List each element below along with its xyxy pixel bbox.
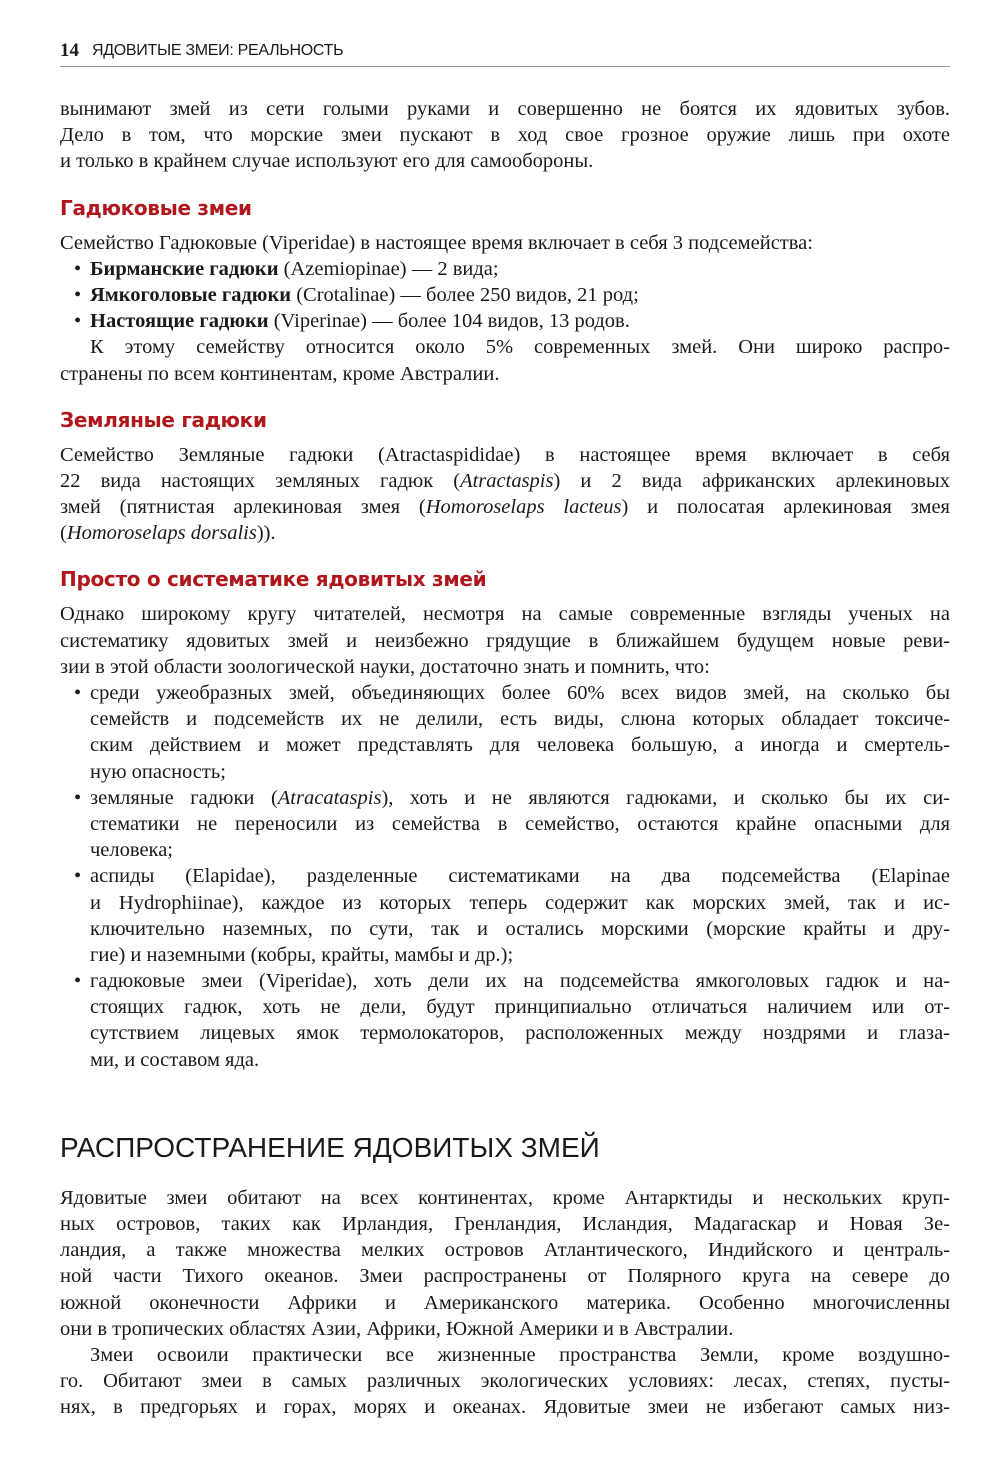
bullet-colubrids xyxy=(60,680,950,785)
text-line xyxy=(60,122,950,148)
bullet-line xyxy=(60,1047,950,1073)
bullet-viperinae xyxy=(60,308,950,334)
text-run: систематику ядовитых змей и неизбежно грядущие в ближайшем будущем новые реви- xyxy=(60,629,950,652)
text-run: (Viperinae) — более 104 видов, 13 родов. xyxy=(268,310,630,333)
text-run: Семейство Гадюковые (Viperidae) в настоящее время включает в себя 3 подсемейства: xyxy=(60,231,813,254)
bold-term: Настоящие гадюки xyxy=(90,310,269,333)
text-run: ключительно наземных, по сути, так и остались морскими (морские крайты и дру- xyxy=(90,917,950,940)
text-run: ), хоть и не являются гадюками, и сколько бы их си- xyxy=(381,786,951,809)
text-line xyxy=(60,96,950,122)
bullet-line xyxy=(60,837,950,863)
text-run: Ядовитые змеи обитают на всех континентах, кроме Антарктиды и нескольких круп- xyxy=(60,1186,950,1209)
bullet-icon: • xyxy=(74,310,82,333)
bullet-atracataspis xyxy=(60,785,950,864)
bullet-line xyxy=(60,916,950,942)
bullet-line xyxy=(60,890,950,916)
text-line xyxy=(60,628,950,654)
text-run: Дело в том, что морские змеи пускают в ход свое грозное оружие лишь при охоте xyxy=(60,124,950,147)
running-title: ЯДОВИТЫЕ ЗМЕИ: РЕАЛЬНОСТЬ xyxy=(92,42,344,59)
text-run: ) и полосатая арлекиновая змея xyxy=(621,496,950,519)
text-run: среди ужеобразных змей, объединяющих более 60% всех видов змей, на сколько бы xyxy=(90,682,950,704)
text-run: Семейство Земляные гадюки (Atractaspididae) в настоящее время включает в себя xyxy=(60,443,950,466)
text-line xyxy=(60,494,950,520)
text-line xyxy=(60,1368,950,1394)
bold-term: Ямкоголовые гадюки xyxy=(90,283,292,306)
text-run: 22 вида настоящих земляных гадюк ( xyxy=(60,469,461,492)
text-line xyxy=(60,1185,950,1211)
latin-name: Atracataspis xyxy=(277,786,382,809)
distribution-paragraph-2 xyxy=(60,1342,950,1421)
bullet-azemiopinae xyxy=(60,256,950,282)
text-run: гие) и наземными (кобры, крайты, мамбы и др.); xyxy=(90,943,514,966)
text-line xyxy=(60,230,950,256)
text-run: стематики не переносили из семейства в семейство, остаются крайне опасными для xyxy=(90,812,950,835)
bullet-icon: • xyxy=(74,283,82,306)
text-run: го. Обитают змеи в самых различных экологических условиях: лесах, степях, пусты- xyxy=(60,1370,950,1393)
text-line xyxy=(60,601,950,627)
bullet-icon: • xyxy=(74,970,82,993)
systematics-intro xyxy=(60,601,950,680)
text-line xyxy=(60,654,950,680)
text-run: ) и 2 вида африканских арлекиновых xyxy=(553,469,950,492)
text-run: вынимают змей из сети голыми руками и совершенно не боятся их ядовитых зубов. xyxy=(60,98,950,120)
text-run: семейств и подсемейств их не делили, есть виды, слюна которых обладает токсиче- xyxy=(90,708,950,731)
text-run: (Crotalinae) — более 250 видов, 21 род; xyxy=(291,283,639,306)
text-line xyxy=(60,148,950,174)
heading-atractaspididae: Земляные гадюки xyxy=(60,407,267,432)
text-line xyxy=(60,1316,950,1342)
text-line xyxy=(60,1342,950,1368)
bullet-line xyxy=(60,994,950,1020)
text-run: змей (пятнистая арлекиновая змея ( xyxy=(60,496,426,519)
bullet-viperidae xyxy=(60,968,950,1073)
text-run: ную опасность; xyxy=(90,760,226,783)
text-run: и только в крайнем случае используют его для самообороны. xyxy=(60,150,594,173)
text-line xyxy=(60,1237,950,1263)
text-run: и Hydrophiinae), каждое из которых теперь содержит как морских змей, так и ис- xyxy=(90,891,950,914)
bold-term: Бирманские гадюки xyxy=(90,257,279,280)
text-run: аспиды (Elapidae), разделенные систематиками на два подсемейства (Elapinae xyxy=(90,865,950,888)
latin-name: Homoroselaps dorsalis xyxy=(66,522,257,545)
text-line xyxy=(60,334,950,360)
bullet-line xyxy=(60,863,950,889)
text-run: ( xyxy=(60,522,67,545)
heading-systematics: Просто о систематике ядовитых змей xyxy=(60,567,487,592)
distribution-paragraph-1 xyxy=(60,1185,950,1342)
bullet-line xyxy=(60,680,950,706)
text-line xyxy=(60,468,950,494)
page-number: 14 xyxy=(60,40,79,61)
bullet-line xyxy=(60,282,950,308)
text-run: Змеи освоили практически все жизненные пространства Земли, кроме воздушно- xyxy=(90,1343,950,1366)
bullet-icon: • xyxy=(74,682,82,704)
bullet-crotalinae xyxy=(60,282,950,308)
text-line xyxy=(60,1263,950,1289)
bullet-icon: • xyxy=(74,257,82,280)
bullet-elapidae xyxy=(60,863,950,968)
bullet-line xyxy=(60,308,950,334)
text-run: ных островов, таких как Ирландия, Гренландия, Исландия, Мадагаскар и Новая Зе- xyxy=(60,1213,950,1235)
text-run: сутствием лицевых ямок термолокаторов, расположенных между ноздрями и глаза- xyxy=(90,1022,950,1045)
text-run: (Azemiopinae) — 2 вида; xyxy=(278,257,499,280)
bullet-line xyxy=(60,256,950,282)
heading-distribution: РАСПРОСТРАНЕНИЕ ЯДОВИТЫХ ЗМЕЙ xyxy=(60,1131,600,1163)
text-line xyxy=(60,1394,950,1420)
viperidae-distribution xyxy=(60,334,950,386)
bullet-icon: • xyxy=(74,865,82,888)
bullet-line xyxy=(60,1020,950,1046)
bullet-line xyxy=(60,785,950,811)
text-line xyxy=(60,520,950,546)
latin-name: Homoroselaps lacteus xyxy=(425,496,622,519)
atractaspididae-paragraph xyxy=(60,442,950,547)
text-run: нях, в предгорьях и горах, морях и океанах. Ядовитые змеи не избегают самых низ- xyxy=(60,1396,950,1419)
page-body xyxy=(60,96,950,1421)
bullet-line xyxy=(60,968,950,994)
text-run: зии в этой области зоологической науки, достаточно знать и помнить, что: xyxy=(60,655,710,678)
text-line xyxy=(60,1290,950,1316)
latin-name: Atractaspis xyxy=(460,469,554,492)
bullet-line xyxy=(60,811,950,837)
bullet-line xyxy=(60,732,950,758)
text-run: южной оконечности Африки и Американского материка. Особенно многочисленны xyxy=(60,1291,950,1314)
bullet-line xyxy=(60,759,950,785)
bullet-icon: • xyxy=(74,786,82,809)
running-header xyxy=(60,38,950,67)
viperidae-intro xyxy=(60,230,950,256)
text-run: они в тропических областях Азии, Африки, Южной Америки и в Австралии. xyxy=(60,1317,734,1340)
intro-paragraph xyxy=(60,96,950,175)
text-run: странены по всем континентам, кроме Австралии. xyxy=(60,362,500,385)
bullet-line xyxy=(60,706,950,732)
text-run: ским действием и может представлять для человека большую, а иногда и смертель- xyxy=(90,734,950,757)
heading-viperidae: Гадюковые змеи xyxy=(60,195,252,220)
text-run: ной части Тихого океанов. Змеи распространены от Полярного круга на севере до xyxy=(60,1265,950,1288)
text-line xyxy=(60,1211,950,1237)
bullet-line xyxy=(60,942,950,968)
text-run: )). xyxy=(256,522,276,545)
text-run: стоящих гадюк, хоть не дели, будут принципиально отличаться наличием или от- xyxy=(90,996,950,1019)
text-run: человека; xyxy=(90,839,173,862)
text-run: земляные гадюки ( xyxy=(90,786,278,809)
text-run: гадюковые змеи (Viperidae), хоть дели их на подсемейства ямкоголовых гадюк и на- xyxy=(90,970,950,993)
text-run: К этому семейству относится около 5% современных змей. Они широко распро- xyxy=(90,336,950,359)
text-line xyxy=(60,442,950,468)
text-line xyxy=(60,361,950,387)
text-run: Однако широкому кругу читателей, несмотря на самые современные взгляды ученых на xyxy=(60,603,950,626)
text-run: ми, и составом яда. xyxy=(90,1048,260,1071)
text-run: ландия, а также множества мелких островов Атлантического, Индийского и централь- xyxy=(60,1239,950,1262)
